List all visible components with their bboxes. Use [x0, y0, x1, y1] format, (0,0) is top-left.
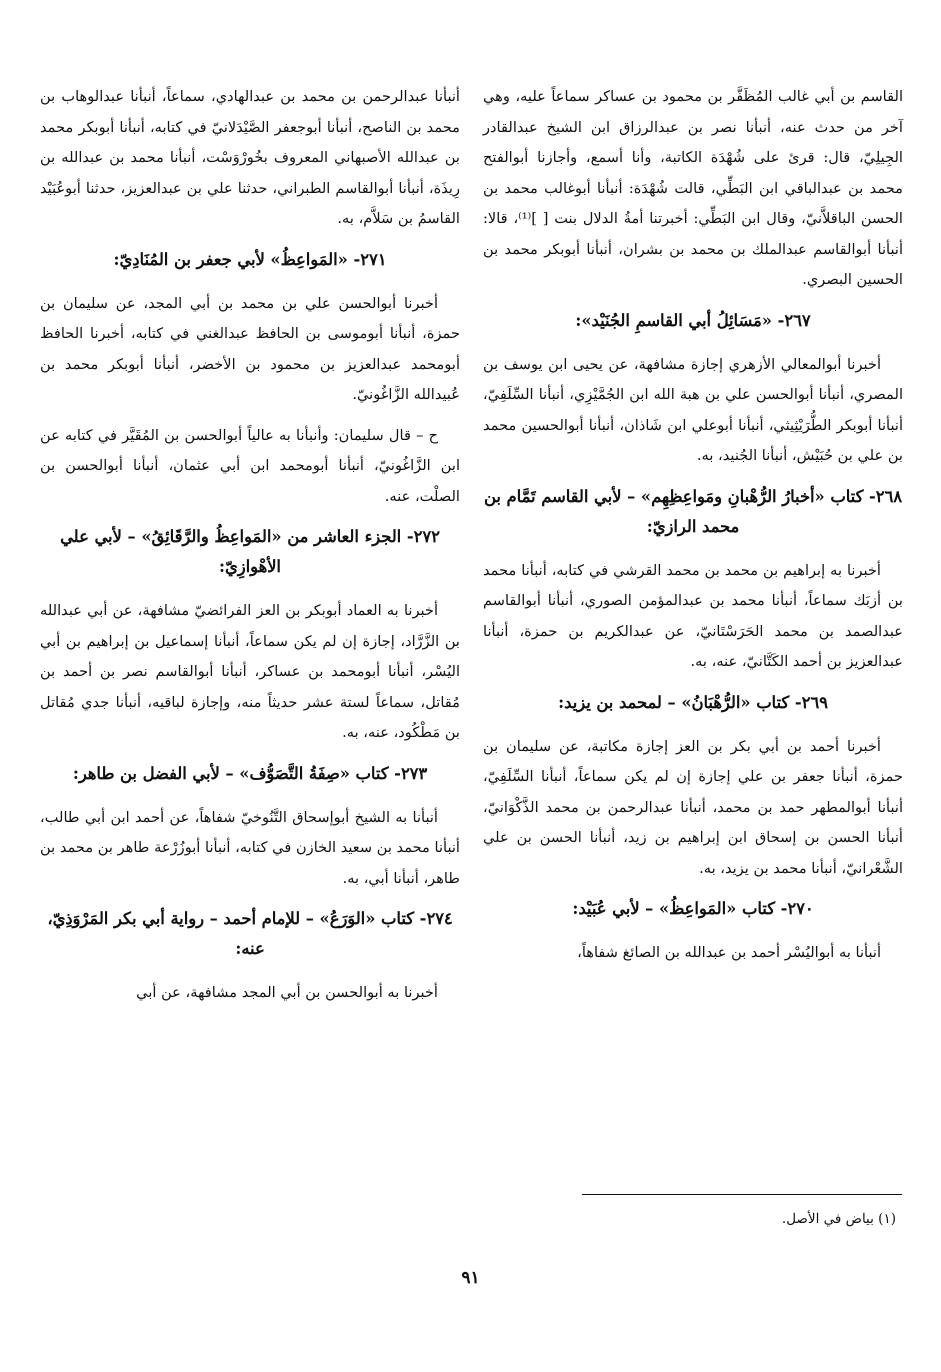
entry-heading-269: ٢٦٩- كتاب «الرُّهْبَانُ» – لمحمد بن يزيد: — [558, 692, 828, 712]
page-number: ٩١ — [461, 1268, 480, 1288]
paragraph: أنبأنا به أبواليُسْر أحمد بن عبدالله بن الصائغ شفاهاً، — [577, 944, 881, 961]
paragraph: أخبرنا أحمد بن أبي بكر بن العز إجازة مكاتبة، عن سليمان بن حمزة، أنبأنا جعفر بن علي إجازة إن لم يكن سماعاً، أنبأنا السِّلَفِيّ، أنبأنا أبوالمطهر حمد بن محمد، أنبأنا عبدالرحمن بن محمد الذَّكْوَانيّ، أنبأنا الحسن بن إسحاق ابن إبراهيم بن زيد، أنبأنا الحسن بن علي الشَّعْرانيّ، أنبأنا محمد بن يزيد، به. — [483, 737, 903, 877]
entry-heading-267: ٢٦٧- «مَسَائِلُ أبي القاسمِ الجُنَيْد»: — [575, 310, 811, 330]
paragraph: أنبأنا به الشيخ أبوإسحاق التَّنُوخيّ شفاهاً، عن أحمد ابن أبي طالب، أنبأنا محمد بن سعيد الخازن في كتابه، أنبأنا أبوزُرْعة طاهر بن محمد بن طاهر، أنبأنا أبي، به. — [40, 808, 460, 887]
paragraph: ح – قال سليمان: وأنبأنا به عالياً أبوالحسن بن المُقَيَّر في كتابه عن ابن الزَّاغُونيّ، أنبأنا أبومحمد ابن أبي عثمان، أنبأنا أبوالحسن بن الصلْت، عنه. — [40, 426, 460, 505]
paragraph: أنبأنا عبدالرحمن بن محمد بن عبدالهادي، سماعاً، أنبأنا عبدالوهاب بن محمد بن الناصح، أنبأنا أبوجعفر الصَّيْدَلانيّ في كتابه، أنبأنا أبوبكر محمد بن عبدالله الأصبهاني المعروف بخُورْوَسْت، أنبأنا محمد بن عبدالله بن رِيذَة، أنبأنا أبوالقاسم الطبراني، حدثنا علي بن عبدالعزيز، حدثنا أبوعُبَيْد القاسمُ بن سَلاَّم، به. — [40, 88, 460, 227]
paragraph: أخبرنا به العماد أبوبكر بن العز الفرائضيّ مشافهة، عن أبي عبدالله بن الزَّرَّاد، إجازة إن لم يكن سماعاً، أنبأنا إسماعيل بن إبراهيم بن أبي اليُسْر، أنبأنا أبومحمد بن عساكر، أنبأنا أبوالقاسم نصر بن أحمد بن مُقاتل، سماعاً لستة عشر حديثاً منه، وإجازة لباقيه، أنبأنا جدي مُقاتل بن مَطْكُود، عنه، به. — [40, 602, 460, 741]
right-column — [483, 82, 903, 979]
footnote-divider — [582, 1194, 902, 1195]
entry-heading-274: ٢٧٤- كتاب «الوَرَعُ» – للإمام أحمد – رواية أبي بكر المَرْوَذِيّ، عنه: — [47, 909, 453, 958]
entry-heading-270: ٢٧٠- كتاب «المَواعِظُ» – لأبي عُبَيْد: — [572, 899, 814, 918]
paragraph: أخبرنا أبوالحسن علي بن محمد بن أبي المجد، عن سليمان بن حمزة، أنبأنا أبوموسى بن الحافظ عبدالغني في كتابه، أخبرنا الحافظ أبومحمد عبدالعزيز بن محمود بن الأخضر، أنبأنا أبوبكر محمد بن عُبيدالله الزَّاغُونيّ. — [40, 294, 460, 403]
paragraph: القاسم بن أبي غالب المُظَفَّر بن محمود بن عساكر سماعاً عليه، وهي آخر من حدث عنه، أنبأنا نصر بن عبدالرزاق ابن الشيخ عبدالقادر الجِيلِيّ، قال: قرئ على شُهْدَة الكاتبة، وأنا أسمع، وأجازنا أبوالفتح محمد بن عبدالباقي ابن البَطِّي، قالت شُهْدَة: أنبأنا أبوغالب محمد بن الحسن الباقلاَّنيّ، وقال ابن البَطِّي: أخبرتنا أمةُ الدلال بنت [ ]⁽¹⁾، قالا: أنبأنا أبوالقاسم عبدالملك بن محمد بن بشران، أنبأنا أبوبكر محمد بن الحسين البصري. — [483, 88, 903, 288]
footnote: (١) بياض في الأصل. — [781, 1211, 896, 1227]
entry-heading-273: ٢٧٣- كتاب «صِفَةُ التَّصَوُّف» – لأبي الفضل بن طاهر: — [72, 763, 428, 783]
left-column — [40, 82, 460, 1019]
entry-heading-268: ٢٦٨- كتاب «أخبارُ الرُّهْبانِ ومَواعِظِهِم» – لأبي القاسم تَمَّام بن محمد الرازيّ: — [483, 486, 903, 536]
entry-heading-271: ٢٧١- «المَواعِظُ» لأبي جعفر بن المُنَادِيّ: — [113, 249, 387, 269]
paragraph: أخبرنا به إبراهيم بن محمد بن محمد القرشي في كتابه، أنبأنا محمد بن أزبَك سماعاً، أنبأنا محمد بن عبدالمؤمن الصوري، أنبأنا أبوالقاسم عبدالصمد بن محمد الحَرَسْتَانيّ، عن عبدالكريم بن حمزة، أنبأنا عبدالعزيز بن أحمد الكَتَّانيّ، عنه، به. — [483, 561, 903, 670]
paragraph: أخبرنا أبوالمعالي الأزهري إجازة مشافهة، عن يحيى ابن يوسف بن المصري، أنبأنا أبوالحسن علي بن هبة الله ابن الجُمَّيْزِي، أنبأنا السِّلَفِيّ، أنبأنا أبوبكر الطُّرَيْثِيثي، أنبأنا أبوعلي ابن شَاذان، أنبأنا أبوالحسين محمد بن علي بن حُبَيْش، أنبأنا الجُنيد، به. — [483, 355, 903, 464]
paragraph: أخبرنا به أبوالحسن بن أبي المجد مشافهة، عن أبي — [136, 984, 438, 1001]
entry-heading-272: ٢٧٢- الجزء العاشر من «المَواعِظُ والرَّقَائِقُ» – لأبي علي الأهْوازِيّ: — [60, 527, 440, 576]
